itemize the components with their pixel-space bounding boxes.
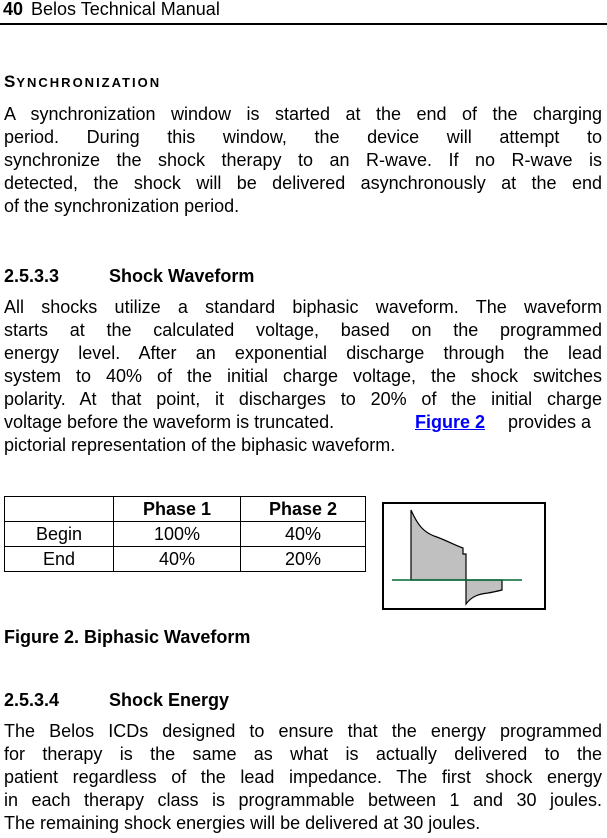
text-line: detected, the shock will be delivered asynchronously at the end [4, 173, 602, 193]
section-title: Shock Waveform [109, 266, 255, 286]
page-header [0, 0, 607, 25]
synchronization-heading [4, 72, 161, 92]
table-header-cell [5, 497, 114, 522]
phase-1-waveform [411, 510, 466, 580]
table-header-row [5, 497, 366, 522]
figure-2-link[interactable]: Figure 2 [415, 412, 486, 432]
text-line: All shocks utilize a standard biphasic waveform. The waveform [4, 297, 602, 317]
text-fragment: provides a [502, 412, 592, 432]
heading-initial: S [4, 72, 17, 91]
text-fragment: voltage before the waveform is truncated. [4, 412, 345, 432]
section-number: 2.5.3.3 [4, 266, 60, 286]
text-line: for therapy is the same as what is actually delivered to the [4, 744, 602, 764]
table-cell: Begin [5, 522, 114, 547]
biphasic-waveform-figure [382, 502, 546, 610]
table-cell: 40% [114, 547, 241, 572]
text-line: in each therapy class is programmable between 1 and 30 joules. [4, 790, 602, 810]
table-cell: 40% [241, 522, 366, 547]
synchronization-paragraph [4, 103, 602, 218]
table-header-cell: Phase 1 [114, 497, 241, 522]
document-title: Belos Technical Manual [31, 0, 220, 19]
text-line: energy level. After an exponential discharge through the lead [4, 343, 602, 363]
shock-energy-heading [4, 689, 229, 712]
text-line: patient regardless of the lead impedance. The first shock energy [4, 767, 602, 787]
text-line: pictorial representation of the biphasic waveform. [4, 435, 396, 455]
shock-waveform-paragraph [4, 296, 602, 457]
text-line: The Belos ICDs designed to ensure that the energy programmed [4, 721, 602, 741]
table-cell: 20% [241, 547, 366, 572]
shock-energy-paragraph [4, 720, 602, 835]
text-line: synchronize the shock therapy to an R-wave. If no R-wave is [4, 150, 602, 170]
table-row [5, 522, 366, 547]
section-number: 2.5.3.4 [4, 690, 60, 710]
table-cell: 100% [114, 522, 241, 547]
text-line: starts at the calculated voltage, based on the programmed [4, 320, 602, 340]
text-line: system to 40% of the initial charge voltage, the shock switches [4, 366, 602, 386]
phase-table [4, 496, 366, 572]
table-cell: End [5, 547, 114, 572]
figure-caption: Figure 2. Biphasic Waveform [4, 627, 251, 647]
page-number: 40 [3, 0, 24, 19]
text-line: A synchronization window is started at the end of the charging [4, 104, 602, 124]
text-line: of the synchronization period. [4, 196, 240, 216]
text-line: polarity. At that point, it discharges to 20% of the initial charge [4, 389, 602, 409]
text-line: period. During this window, the device will attempt to [4, 127, 602, 147]
table-row [5, 547, 366, 572]
text-line: The remaining shock energies will be delivered at 30 joules. [4, 813, 481, 833]
table-header-cell: Phase 2 [241, 497, 366, 522]
biphasic-waveform-graphic [384, 504, 544, 608]
text-line [4, 411, 602, 434]
shock-waveform-heading [4, 265, 254, 288]
heading-rest: YNCHRONIZATION [16, 75, 162, 90]
phase-2-waveform [466, 580, 502, 604]
section-title: Shock Energy [109, 690, 230, 710]
